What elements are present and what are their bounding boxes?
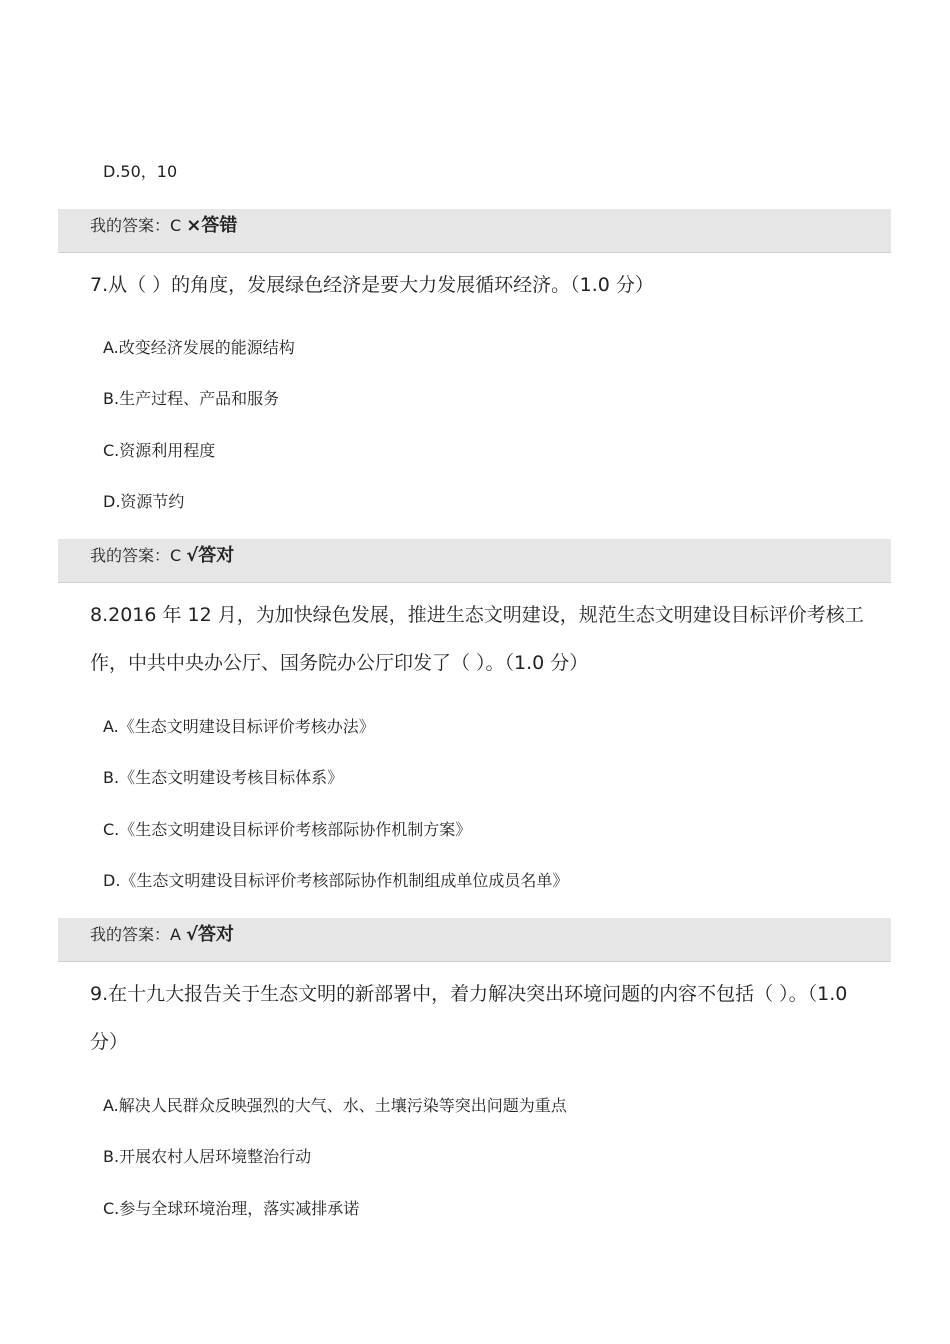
q9-question-line1: 9.在十九大报告关于生态文明的新部署中，着力解决突出环境问题的内容不包括（ ）。（1.0 — [90, 983, 848, 1005]
q8-my-answer: 我的答案：A — [90, 925, 181, 944]
q8-result: √答对 — [186, 924, 235, 945]
q7-option-b: B.生产过程、产品和服务 — [103, 389, 280, 408]
q7-my-answer: 我的答案：C — [90, 546, 182, 565]
q9-option-a: A.解决人民群众反映强烈的大气、水、土壤污染等突出问题为重点 — [103, 1096, 567, 1115]
q8-option-a: A.《生态文明建设目标评价考核办法》 — [103, 717, 375, 736]
q8-answer-bar — [58, 918, 891, 962]
q7-answer-bar — [58, 539, 891, 583]
q6-my-answer: 我的答案：C — [90, 216, 182, 235]
q8-answer-label — [90, 925, 234, 945]
q8-option-d: D.《生态文明建设目标评价考核部际协作机制组成单位成员名单》 — [103, 871, 569, 890]
q9-question-line2: 分） — [90, 1031, 129, 1053]
q6-option-d: D.50，10 — [103, 162, 178, 181]
q8-question — [90, 591, 870, 687]
q6-answer-bar — [58, 209, 891, 253]
q9-option-c: C.参与全球环境治理，落实减排承诺 — [103, 1199, 360, 1218]
q9-option-b: B.开展农村人居环境整治行动 — [103, 1147, 312, 1166]
q7-option-d: D.资源节约 — [103, 492, 185, 511]
q8-option-c: C.《生态文明建设目标评价考核部际协作机制方案》 — [103, 820, 472, 839]
q6-answer-label — [90, 216, 237, 236]
q7-answer-label — [90, 546, 234, 566]
q6-result: ×答错 — [186, 215, 238, 236]
q9-question — [90, 970, 870, 1066]
q7-option-c: C.资源利用程度 — [103, 441, 216, 460]
q8-question-line2: 作，中共中央办公厅、国务院办公厅印发了（ ）。（1.0 分） — [90, 652, 589, 674]
q8-option-b: B.《生态文明建设考核目标体系》 — [103, 768, 344, 787]
q7-option-a: A.改变经济发展的能源结构 — [103, 338, 295, 357]
q8-question-line1: 8.2016 年 12 月，为加快绿色发展，推进生态文明建设，规范生态文明建设目标评价考核工 — [90, 604, 864, 626]
q7-result: √答对 — [186, 545, 235, 566]
q7-question: 7.从（ ）的角度，发展绿色经济是要大力发展循环经济。（1.0 分） — [90, 274, 654, 296]
